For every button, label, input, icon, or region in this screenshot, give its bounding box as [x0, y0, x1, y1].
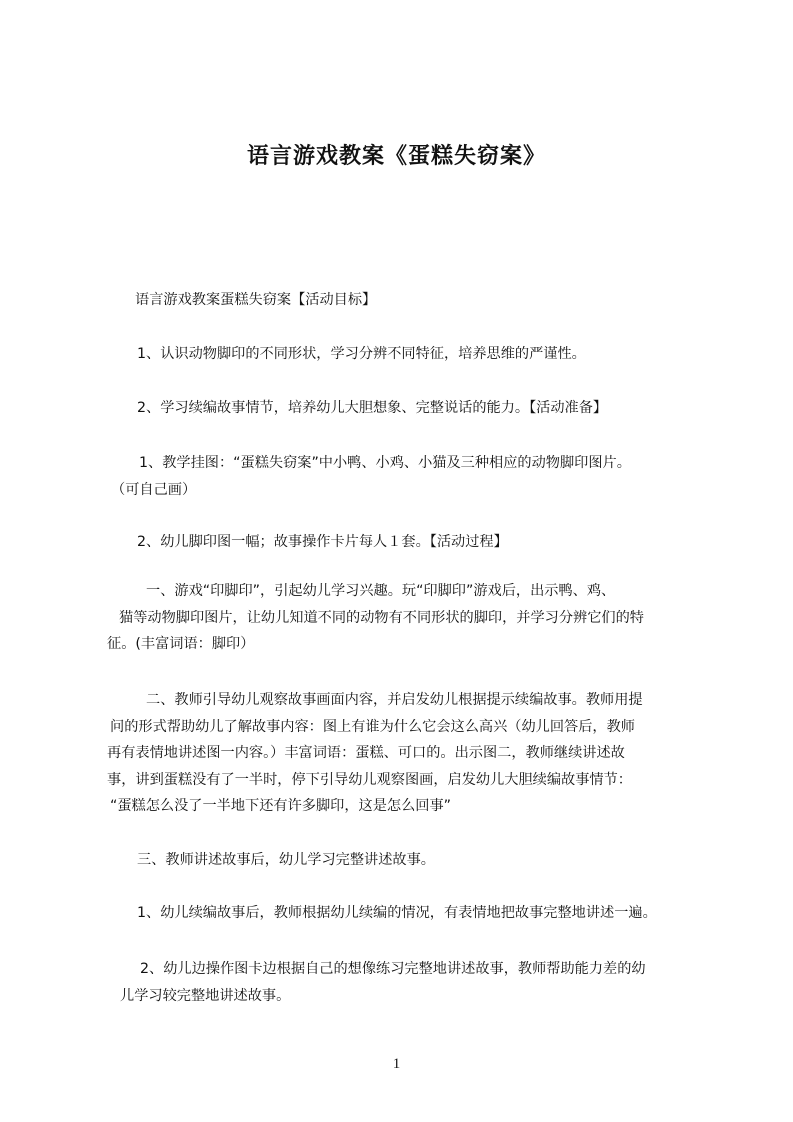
paragraph-activity-goals-heading [135, 287, 376, 314]
paragraph-process-3 [137, 847, 435, 874]
paragraph-process-3-1 [137, 900, 657, 927]
document-title: 语言游戏教案《蛋糕失窃案》 [246, 144, 546, 169]
paragraph-process-2 [107, 687, 643, 820]
text-line: 2、学习续编故事情节，培养幼儿大胆想象、完整说话的能力。【活动准备】 [137, 400, 608, 416]
text-line: （可自己画） [111, 481, 197, 498]
text-line: 2、幼儿边操作图卡边根据自己的想像练习完整地讲述故事，教师帮助能力差的幼 [140, 961, 646, 977]
paragraph-goal-1 [137, 341, 586, 368]
text-line: 2、幼儿脚印图一幅；故事操作卡片每人１套。【活动过程】 [137, 534, 508, 550]
text-line: 再有表情地讲述图一内容。）丰富词语：蛋糕、可口的。出示图二，教师继续讲述故 [107, 745, 625, 761]
page-number: 1 [392, 1056, 401, 1072]
text-line: 儿学习较完整地讲述故事。 [120, 987, 291, 1004]
text-line: 征。(丰富词语：脚印） [107, 636, 255, 652]
text-line: 1、认识动物脚印的不同形状，学习分辨不同特征，培养思维的严谨性。 [137, 346, 586, 362]
paragraph-process-3-2 [120, 956, 646, 1009]
paragraph-prep-1 [111, 450, 631, 503]
paragraph-process-1 [107, 578, 644, 658]
paragraph-prep-2 [137, 529, 508, 556]
text-line: 三、教师讲述故事后，幼儿学习完整讲述故事。 [137, 852, 435, 868]
text-line: 1、教学挂图：“蛋糕失窃案”中小鸭、小鸡、小猫及三种相应的动物脚印图片。 [139, 455, 631, 471]
text-line: “蛋糕怎么没了一半地下还有许多脚印，这是怎么回事” [110, 798, 452, 814]
text-line: 二、教师引导幼儿观察故事画面内容，并启发幼儿根据提示续编故事。教师用提 [146, 692, 643, 708]
text-line: 一、游戏“印脚印”，引起幼儿学习兴趣。玩“印脚印”游戏后，出示鸭、鸡、 [146, 583, 616, 599]
text-line: 1、幼儿续编故事后，教师根据幼儿续编的情况，有表情地把故事完整地讲述一遍。 [137, 905, 657, 921]
text-line: 语言游戏教案蛋糕失窃案【活动目标】 [135, 292, 377, 308]
text-line: 事，讲到蛋糕没有了一半时，停下引导幼儿观察图画，启发幼儿大胆续编故事情节： [107, 771, 632, 788]
text-line: 问的形式帮助幼儿了解故事内容：图上有谁为什么它会这么高兴（幼儿回答后，教师 [110, 718, 635, 735]
text-line: 猫等动物脚印图片，让幼儿知道不同的动物有不同形状的脚印，并学习分辨它们的特 [119, 609, 644, 626]
paragraph-goal-2 [137, 395, 607, 422]
